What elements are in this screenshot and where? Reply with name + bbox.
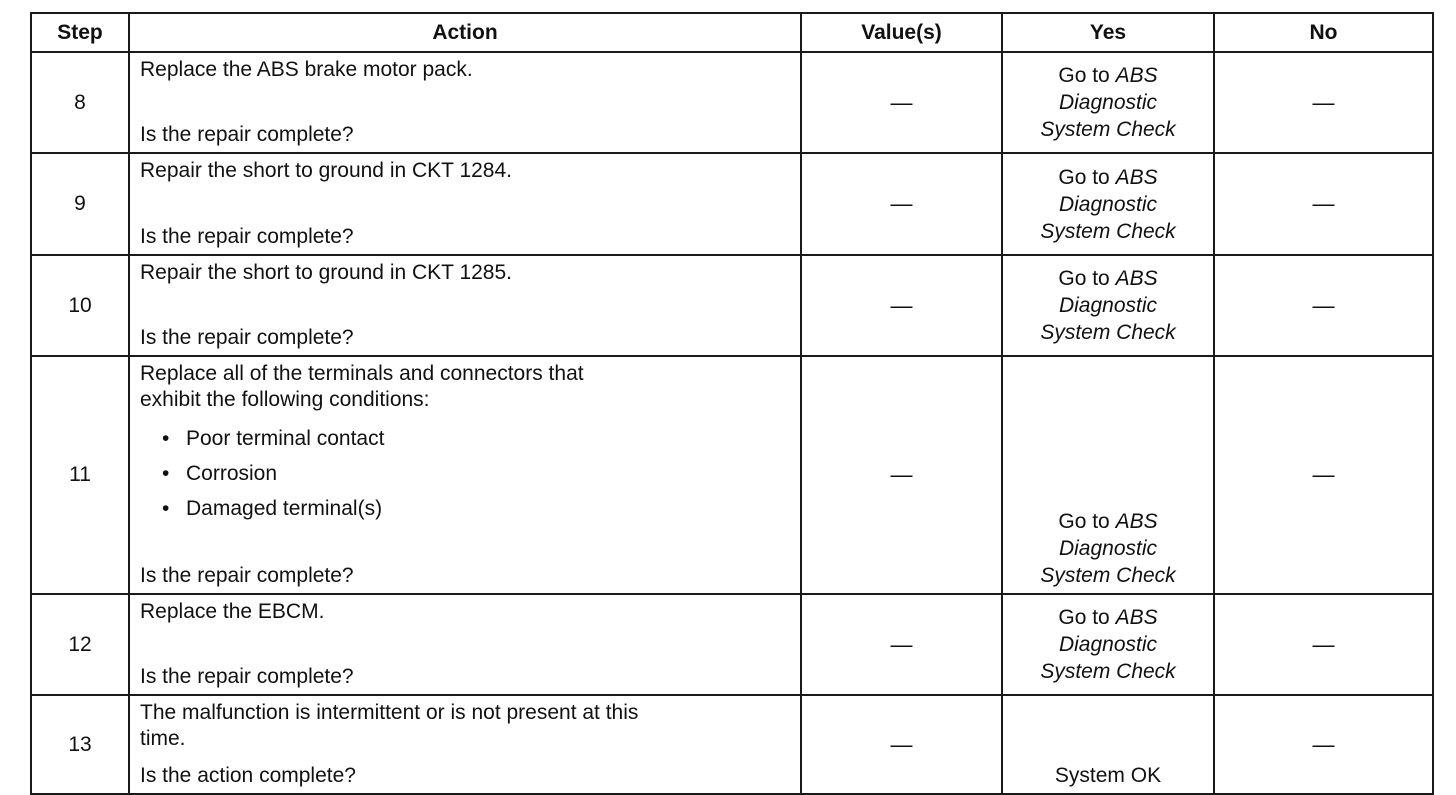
action-cell: [129, 594, 801, 695]
yes-link-abs: ABS: [1115, 64, 1158, 87]
yes-prefix: Go to: [1058, 510, 1116, 533]
list-item: • Poor terminal contact: [162, 421, 792, 456]
step-number: 13: [31, 695, 129, 794]
header-yes: Yes: [1002, 13, 1214, 52]
yes-cell: [1002, 153, 1214, 255]
diagnostic-table: [30, 12, 1434, 795]
header-action: Action: [129, 13, 801, 52]
action-question: Is the repair complete?: [140, 564, 354, 587]
action-question: Is the repair complete?: [140, 665, 354, 688]
action-cell: [129, 356, 801, 594]
no-cell: —: [1214, 153, 1433, 255]
yes-prefix: Go to: [1058, 267, 1116, 290]
yes-link-abs: ABS: [1115, 606, 1158, 629]
list-item: • Corrosion: [162, 456, 792, 491]
action-text: Repair the short to ground in CKT 1285.: [140, 261, 513, 284]
value-cell: —: [801, 695, 1002, 794]
yes-link-diagnostic: Diagnostic: [1058, 91, 1158, 114]
header-values: Value(s): [801, 13, 1002, 52]
yes-link-system-check: System Check: [1040, 118, 1176, 141]
value-cell: —: [801, 255, 1002, 356]
action-cell: [129, 695, 801, 794]
header-step: Step: [31, 13, 129, 52]
value-cell: —: [801, 594, 1002, 695]
action-text: [140, 696, 792, 752]
yes-prefix: Go to: [1058, 64, 1116, 87]
yes-cell: [1002, 52, 1214, 153]
action-text: Replace the ABS brake motor pack.: [140, 58, 473, 81]
action-question: Is the repair complete?: [140, 123, 354, 146]
table-row: [31, 594, 1433, 695]
condition-list: [140, 421, 792, 526]
yes-link-system-check: System Check: [1040, 321, 1176, 344]
yes-link-abs: ABS: [1115, 267, 1158, 290]
yes-link-diagnostic: Diagnostic: [1058, 537, 1158, 560]
action-line: exhibit the following conditions:: [140, 388, 430, 411]
action-text: Repair the short to ground in CKT 1284.: [140, 159, 513, 182]
table-row: [31, 695, 1433, 794]
step-number: 10: [31, 255, 129, 356]
header-row: [31, 13, 1433, 52]
step-number: 8: [31, 52, 129, 153]
yes-cell: [1002, 356, 1214, 594]
table-row: [31, 255, 1433, 356]
yes-link-system-check: System Check: [1040, 564, 1176, 587]
yes-cell: [1002, 255, 1214, 356]
yes-prefix: Go to: [1058, 165, 1116, 189]
yes-cell: [1002, 594, 1214, 695]
yes-prefix: Go to: [1058, 606, 1116, 629]
table-row: [31, 356, 1433, 594]
no-cell: —: [1214, 356, 1433, 594]
list-item: • Damaged terminal(s): [162, 491, 792, 526]
action-text: [140, 357, 792, 413]
no-cell: —: [1214, 255, 1433, 356]
yes-link-abs: ABS: [1115, 510, 1158, 533]
yes-link-diagnostic: Diagnostic: [1058, 294, 1158, 317]
action-question: Is the repair complete?: [140, 225, 354, 248]
yes-cell: System OK: [1002, 695, 1214, 794]
yes-link-system-check: System Check: [1040, 219, 1176, 243]
value-cell: —: [801, 356, 1002, 594]
table-row: [31, 153, 1433, 255]
action-cell: [129, 255, 801, 356]
action-line: Replace all of the terminals and connectors that: [140, 362, 584, 385]
action-question: Is the action complete?: [140, 764, 356, 787]
header-no: No: [1214, 13, 1433, 52]
action-line: The malfunction is intermittent or is not present at this: [140, 701, 639, 724]
value-cell: —: [801, 153, 1002, 255]
step-number: 11: [31, 356, 129, 594]
action-question: Is the repair complete?: [140, 326, 354, 349]
step-number: 9: [31, 153, 129, 255]
action-text: Replace the EBCM.: [140, 600, 325, 623]
step-number: 12: [31, 594, 129, 695]
yes-link-diagnostic: Diagnostic: [1058, 633, 1158, 656]
no-cell: —: [1214, 695, 1433, 794]
table-row: [31, 52, 1433, 153]
yes-link-abs: ABS: [1115, 165, 1158, 189]
action-cell: [129, 153, 801, 255]
action-cell: [129, 52, 801, 153]
no-cell: —: [1214, 52, 1433, 153]
action-line: time.: [140, 727, 186, 750]
yes-link-diagnostic: Diagnostic: [1058, 192, 1158, 216]
yes-link-system-check: System Check: [1040, 660, 1176, 683]
no-cell: —: [1214, 594, 1433, 695]
value-cell: —: [801, 52, 1002, 153]
